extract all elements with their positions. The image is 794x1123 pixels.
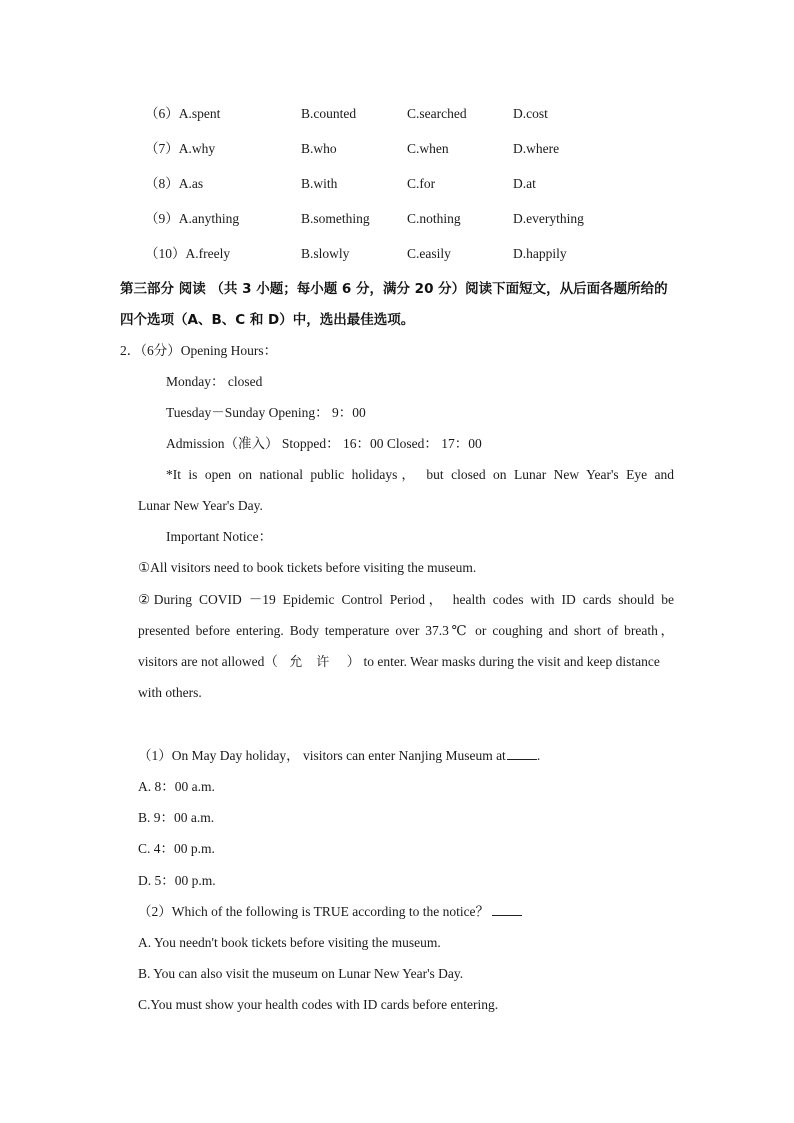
notice-item-1: ①All visitors need to book tickets before visiting the museum. xyxy=(138,560,477,575)
holiday-note-line-2: Lunar New Year's Day. xyxy=(138,498,263,513)
section-heading-line-1: 第三部分 阅读 （共 3 小题；每小题 6 分，满分 20 分）阅读下面短文，从后面各题所给的 xyxy=(120,281,668,297)
option-d: D.everything xyxy=(513,211,584,226)
option-d: D.cost xyxy=(513,106,548,121)
option-c: C.for xyxy=(407,176,436,191)
choice-c: C. 4：00 p.m. xyxy=(138,841,215,856)
option-a: （8）A.as xyxy=(145,176,204,191)
notice-item-2-line-3 xyxy=(138,652,674,672)
question-header: 2．（6分）Opening Hours： xyxy=(120,343,278,358)
hours-tuesday-sunday: Tuesday－Sunday Opening： 9：00 xyxy=(166,405,366,420)
option-d: D.happily xyxy=(513,246,567,261)
option-d: D.where xyxy=(513,141,560,156)
option-b: B.something xyxy=(301,211,370,226)
option-c: C.easily xyxy=(407,246,451,261)
option-d: D.at xyxy=(513,176,536,191)
notice-text: visitors are not allowed（ xyxy=(138,654,282,669)
choice-a: A. You needn't book tickets before visiting the museum. xyxy=(138,935,441,950)
option-row xyxy=(0,104,794,124)
answer-blank xyxy=(507,747,537,760)
option-row xyxy=(0,139,794,159)
option-row xyxy=(0,244,794,264)
option-row xyxy=(0,209,794,229)
option-b: B.counted xyxy=(301,106,357,121)
option-b: B.with xyxy=(301,176,338,191)
gloss-allow: 允许 xyxy=(289,655,344,670)
option-c: C.when xyxy=(407,141,449,156)
answer-blank xyxy=(492,903,522,916)
option-a: （6）A.spent xyxy=(145,106,221,121)
sub-question-1-end: . xyxy=(536,748,541,763)
notice-text: ） to enter. Wear masks during the visit and keep distance xyxy=(343,654,660,669)
sub-question-2-stem: （2）Which of the following is TRUE according to the notice？ xyxy=(138,904,490,919)
holiday-note-line-1: *It is open on national public holidays， but closed on Lunar New Year's Eye and xyxy=(166,467,674,482)
option-b: B.who xyxy=(301,141,337,156)
choice-a: A. 8：00 a.m. xyxy=(138,779,215,794)
option-b: B.slowly xyxy=(301,246,350,261)
notice-item-2-line-1: ②During COVID －19 Epidemic Control Period， health codes with ID cards should be xyxy=(138,592,674,607)
option-c: C.searched xyxy=(407,106,467,121)
option-a: （10）A.freely xyxy=(145,246,231,261)
hours-monday: Monday： closed xyxy=(166,374,263,389)
notice-item-2-line-2: presented before entering. Body temperature over 37.3℃ or coughing and short of breath， xyxy=(138,623,674,638)
option-c: C.nothing xyxy=(407,211,461,226)
sub-question-2 xyxy=(138,902,522,922)
sub-question-1 xyxy=(138,746,540,766)
option-a: （7）A.why xyxy=(145,141,216,156)
option-a: （9）A.anything xyxy=(145,211,240,226)
sub-question-1-stem: （1）On May Day holiday， visitors can enter Nanjing Museum at xyxy=(138,748,506,763)
hours-admission: Admission（准入） Stopped： 16：00 Closed： 17：00 xyxy=(166,436,482,451)
notice-title: Important Notice： xyxy=(166,529,273,544)
choice-d: D. 5：00 p.m. xyxy=(138,873,216,888)
section-heading-line-2: 四个选项（A、B、C 和 D）中，选出最佳选项。 xyxy=(120,312,415,328)
choice-b: B. 9：00 a.m. xyxy=(138,810,215,825)
choice-c: C.You must show your health codes with ID cards before entering. xyxy=(138,997,499,1012)
choice-b: B. You can also visit the museum on Lunar New Year's Day. xyxy=(138,966,464,981)
option-row xyxy=(0,174,794,194)
notice-item-2-line-4: with others. xyxy=(138,685,202,700)
